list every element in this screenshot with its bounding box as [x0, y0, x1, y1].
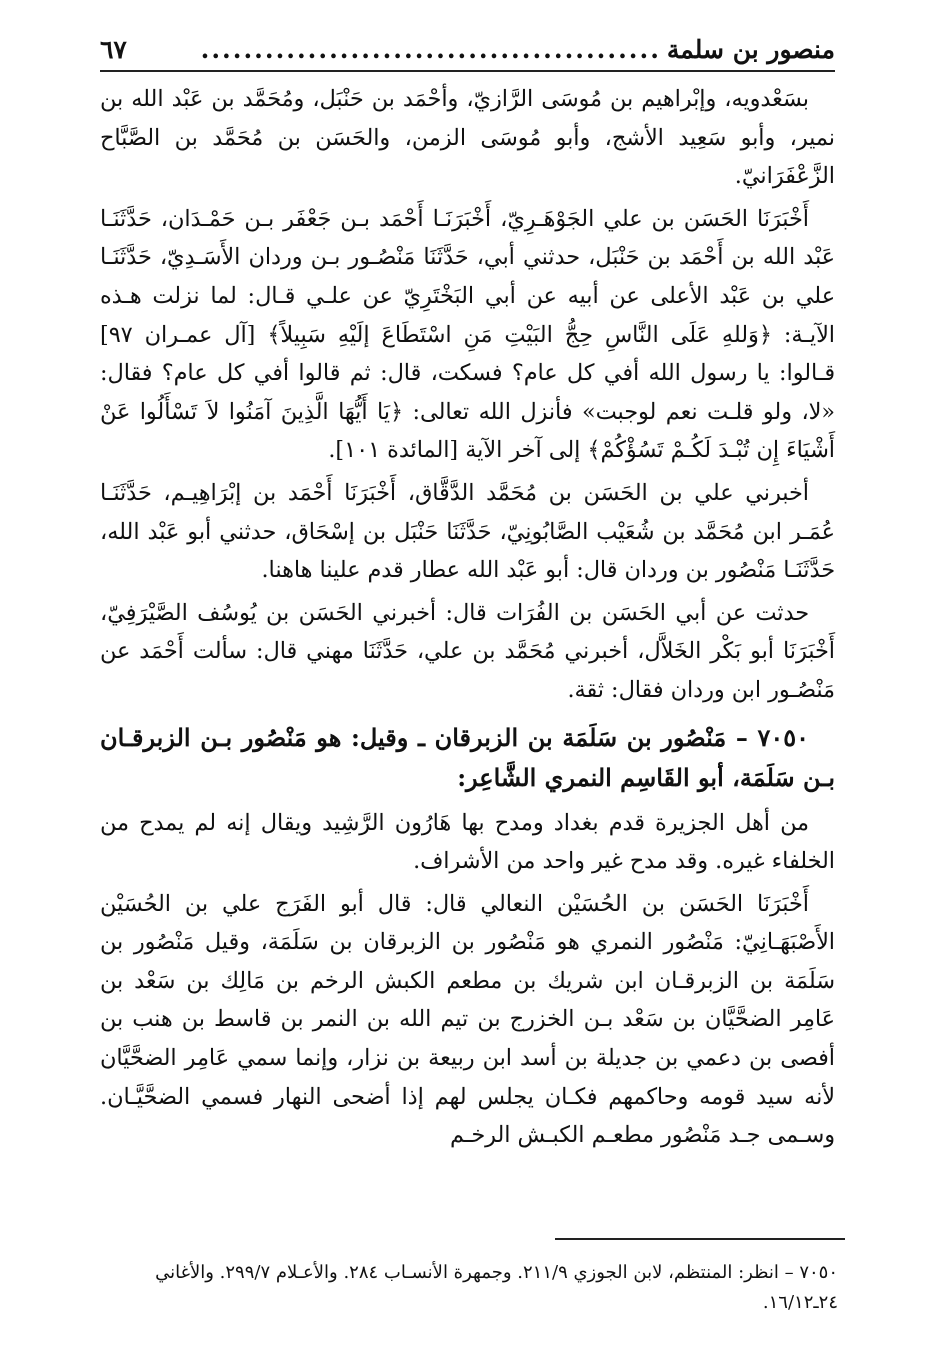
paragraph: أَخْبَرَنَا الحَسَن بن علي الجَوْهَـرِيّ، أَخْبَرَنَـا أَحْمَد بـن جَعْفَر بـن حَمْـدَان، حَدَّثَنَـا عَبْد الله بن أَحْمَد بن حَنْبَل، حدثني أبي، حَدَّثَنَا مَنْصُـور بـن وردان الأَسَـدِيّ، حَدَّثَنَـا علي بن عَبْد الأعلى عن أبيه عن أبي البَخْتَرِيّ عن علـي قـال: لما نزلت هـذه الآيـة: ﴿وَللهِ عَلَى النَّاسِ حِجُّ البَيْتِ مَنِ اسْتَطَاعَ إلَيْهِ سَبِيلاً﴾ [آل عمـران ٩٧] قـالوا: يا رسول الله أفي كل عام؟ فسكت، قال: ثم قالوا أفي كل عام؟ فقال: «لا، ولو قلـت نعم لوجبت» فأنزل الله تعالى: ﴿يَا أَيُّهَا الَّذِينَ آمَنُوا لاَ تَسْأَلُوا عَنْ أَشْيَاءَ إِن تُبْـدَ لَكُـمْ تَسُؤْكُمْ﴾ إلى آخر الآية [المائدة ١٠١].: [100, 205, 835, 464]
paragraph: من أهل الجزيرة قدم بغداد ومدح بها هَارُون الرَّشِيد ويقال إنه لم يمدح من الخلفاء غيره. وقد مدح غير واحد من الأشراف.: [100, 809, 835, 875]
header-rule: [100, 70, 835, 72]
leader-dots: ...........................................: [200, 34, 661, 64]
paragraph: أخبرني علي بن الحَسَن بن مُحَمَّد الدَّقَّاق، أَخْبَرَنَا أَحْمَد بن إبْرَاهِيـم، حَدَّثَنَـا عُمَـر ابن مُحَمَّد بن شُعَيْب الصَّابُونِيّ، حَدَّثَنَا حَنْبَل بن إسْحَاق، حدثني أبو عَبْد الله، حَدَّثَنَـا مَنْصُور بن وردان قال: أبو عَبْد الله عطار قدم علينا هاهنا.: [100, 479, 835, 584]
paragraph: بسَعْدويه، وإبْراهيم بن مُوسَى الرَّازيّ، وأحْمَد بن حَنْبَل، ومُحَمَّد بن عَبْد الله بن نمير، وأبو سَعِيد الأشج، وأبو مُوسَى الزمن، والحَسَن بن مُحَمَّد بن الصَّبَّاح الزَّعْفَرَانيّ.: [100, 86, 835, 190]
page-number: ٦٧: [100, 34, 127, 64]
paragraph: أَخْبَرَنَا الحَسَن بن الحُسَيْن النعالي قال: قال أبو الفَرَج علي بن الحُسَيْن الأَصْبَهَـانِيّ: مَنْصُور النمري هو مَنْصُور بن الزبرقان بن سَلَمَة، وقيل مَنْصُور بن سَلَمَة بن الزبرقـان ابن شريك بن مطعم الكبش الرخم بن مَالِك بن سَعْد بن عَامِر الضحَّيَّان بن سَعْد بـن الخزرج بن تيم الله بن النمر بن قاسط بن هنب بن أفصى بن دعمي بن جديلة بن أسد ابن ربيعة بن نزار، وإنما سمي عَامِر الضحَّيَّان لأنه سيد قومه وحاكمهم فكـان يجلس لهم إذا أضحى النهار فسمي الضحَّيَّـان. وسـمى جـد مَنْصُور مطعـم الكبـش الرخـم: [100, 890, 835, 1149]
footnote: ٧٠٥٠ – انظر: المنتظم، لابن الجوزي ٢١١/٩. وجمهرة الأنسـاب ٢٨٤. والأعـلام ٢٩٩/٧. والأغاني ٢٤ـ١٦/١٢.: [155, 1262, 838, 1313]
paragraph: حدثت عن أبي الحَسَن بن الفُرَات قال: أخبرني الحَسَن بن يُوسُف الصَّيْرَفِيّ، أَخْبَرَنَا أبو بَكْر الخَلاَّل، أخبرني مُحَمَّد بن علي، حَدَّثَنَا مهني قال: سألت أَحْمَد عن مَنْصُـور ابن وردان فقال: ثقة.: [100, 599, 835, 703]
page-header: [100, 32, 835, 66]
main-text: [100, 80, 835, 1159]
running-title: منصور بن سلمة: [666, 34, 835, 64]
entry-heading: ٧٠٥٠ – مَنْصُور بن سَلَمَة بن الزبرقان ـ وقيل: هو مَنْصُور بـن الزبرقـان بـن سَلَمَة، أبو القَاسِم النمري الشَّاعِر:: [100, 722, 835, 792]
footnote-rule: [555, 1238, 845, 1240]
